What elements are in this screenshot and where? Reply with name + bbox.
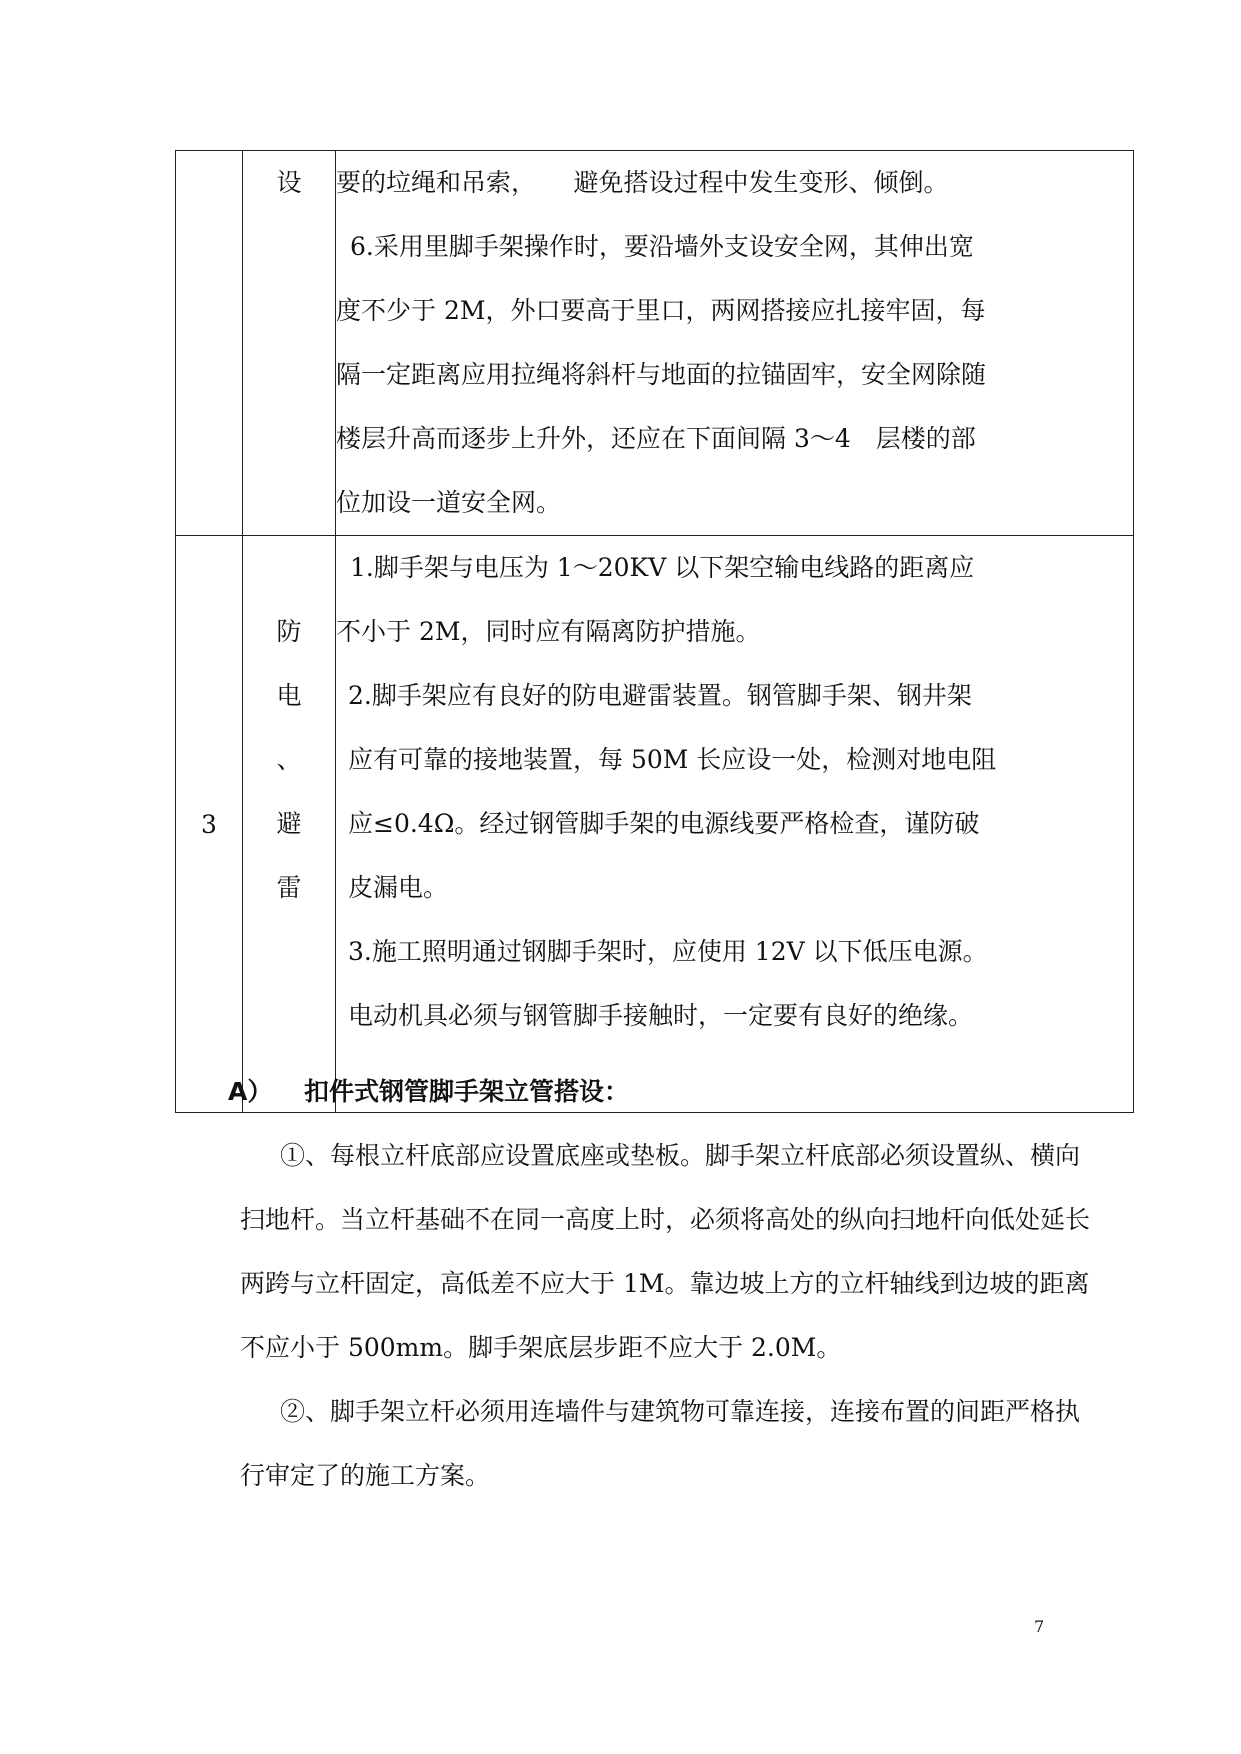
body-text [228,1060,1100,1508]
table-row [176,536,1134,1113]
content-line: 隔一定距离应用拉绳将斜杆与地面的拉锚固牢，安全网除随 [336,360,987,389]
row-number [176,151,243,536]
paragraph: ②、脚手架立杆必须用连墙件与建筑物可靠连接，连接布置的间距严格执行审定了的施工方案。 [240,1397,1081,1490]
content-line: 应≤0.4Ω。经过钢管脚手架的电源线要严格检查，谨防破 [348,809,980,838]
safety-measures-table [175,150,1134,1113]
category-char: 雷 [276,873,302,902]
category-char: 、 [276,745,302,774]
content-line: 皮漏电。 [348,873,449,902]
content-line: 楼层升高而逐步上升外，还应在下面间隔 3～4 层楼的部 [336,424,976,453]
content-line: 度不少于 2M，外口要高于里口，两网搭接应扎接牢固，每 [336,296,986,325]
category-char: 防 [276,617,302,646]
row-content [336,536,1134,1113]
content-line: 要的垃绳和吊索， 避免搭设过程中发生变形、倾倒。 [336,168,949,197]
content-line: 不小于 2M，同时应有隔离防护措施。 [336,617,761,646]
section-label: A） [228,1077,273,1106]
row-category [243,536,336,1113]
page-number: 7 [1034,1617,1045,1636]
category-char: 设 [276,168,302,197]
section-title: 扣件式钢管脚手架立管搭设： [304,1077,630,1106]
table-row [176,151,1134,536]
row-content [336,151,1134,536]
paragraph: ①、每根立杆底部应设置底座或垫板。脚手架立杆底部必须设置纵、横向扫地杆。当立杆基础不在同一高度上时，必须将高处的纵向扫地杆向低处延长两跨与立杆固定，高低差不应大于 1M。靠边坡上方的立杆轴线到边坡的距离不应小于 500mm。脚手架底层步距不应大于 2.0M。 [240,1141,1091,1362]
content-line: 2.脚手架应有良好的防电避雷装置。钢管脚手架、钢井架 [348,681,972,710]
section-heading [228,1060,1100,1124]
content-line: 3.施工照明通过钢脚手架时，应使用 12V 以下低压电源。 [348,937,988,966]
content-line: 6.采用里脚手架操作时，要沿墙外支设安全网，其伸出宽 [350,232,974,261]
content-line: 位加设一道安全网。 [336,488,562,517]
content-line: 应有可靠的接地装置，每 50M 长应设一处，检测对地电阻 [348,745,997,774]
row-category [243,151,336,536]
content-line: 电动机具必须与钢管脚手接触时，一定要有良好的绝缘。 [348,1001,974,1030]
category-char: 电 [276,681,302,710]
category-char: 避 [276,809,302,838]
content-line: 1.脚手架与电压为 1～20KV 以下架空输电线路的距离应 [350,553,975,582]
row-number: 3 [176,536,243,1113]
